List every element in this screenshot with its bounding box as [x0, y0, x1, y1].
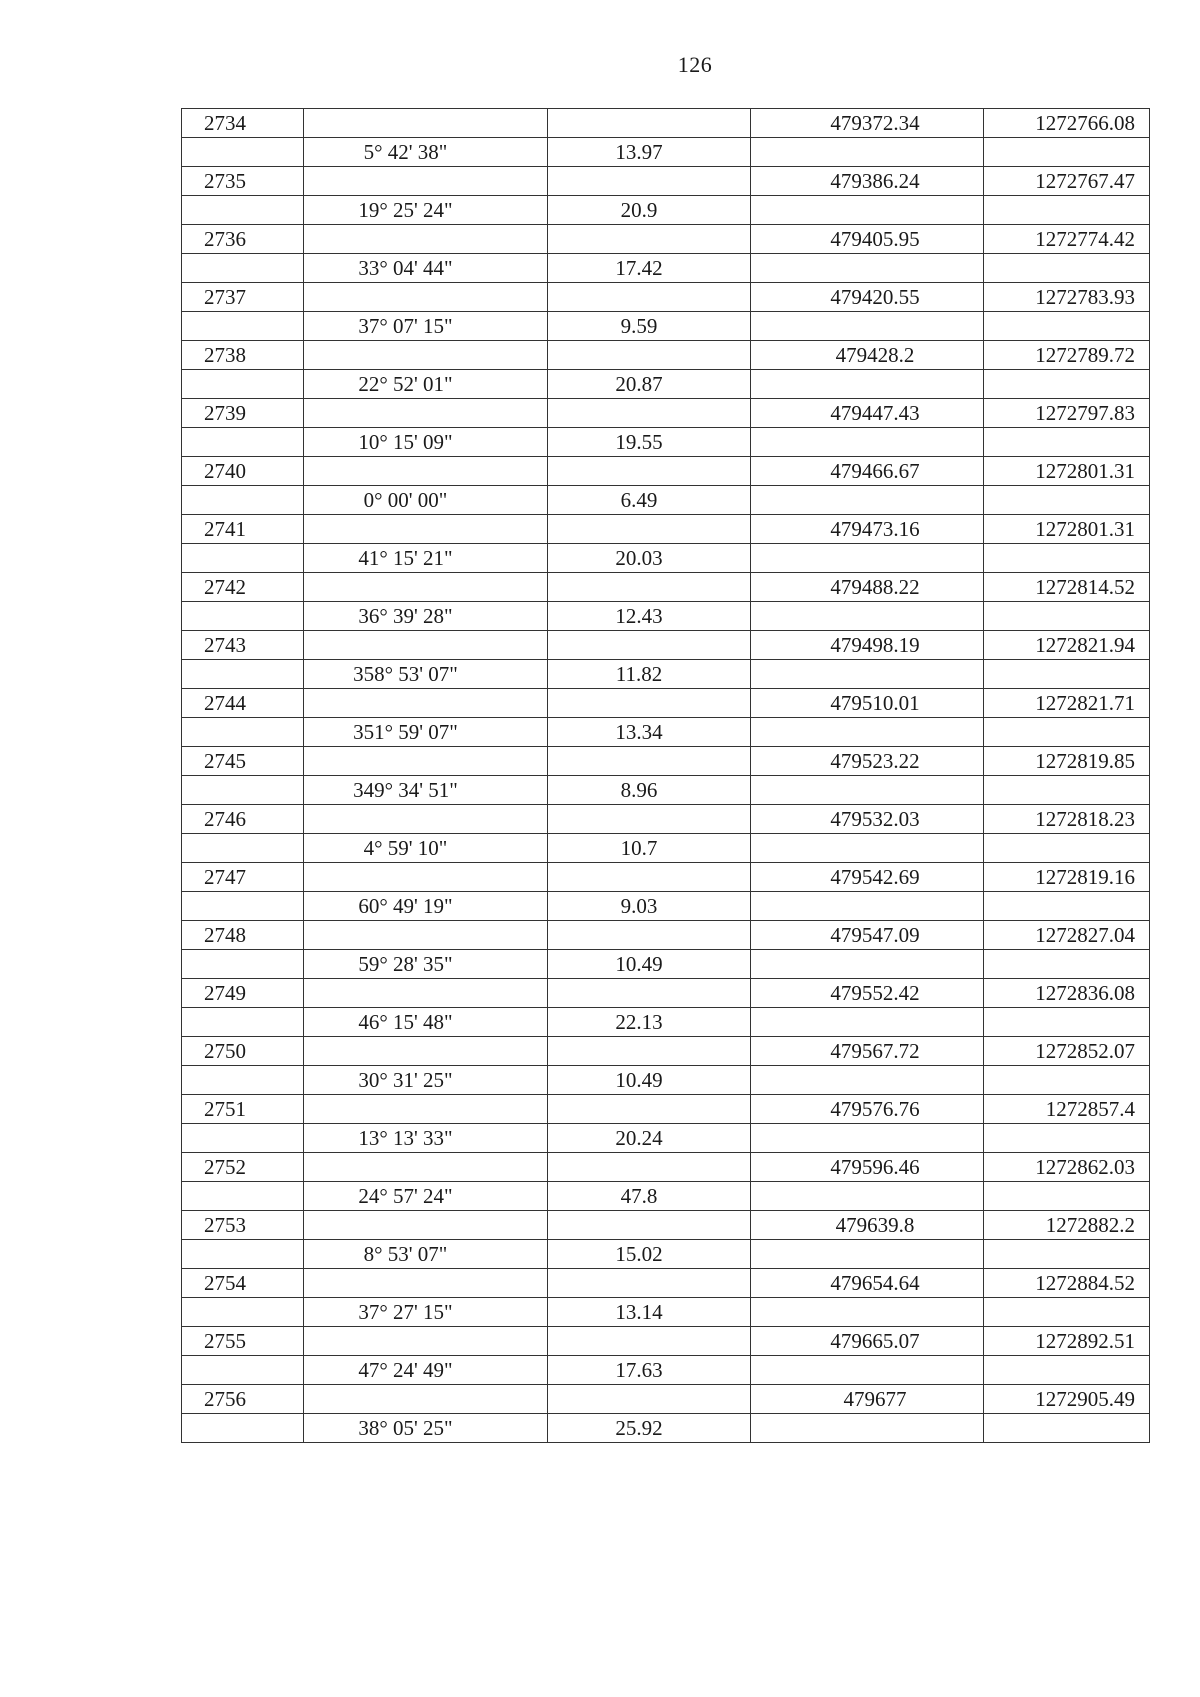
northing-cell: [751, 776, 984, 805]
station-cell: 2742: [182, 573, 304, 602]
northing-cell: [751, 1356, 984, 1385]
bearing-cell: 47° 24' 49": [304, 1356, 548, 1385]
easting-cell: 1272862.03: [984, 1153, 1150, 1182]
easting-cell: 1272905.49: [984, 1385, 1150, 1414]
easting-cell: [984, 370, 1150, 399]
northing-cell: 479567.72: [751, 1037, 984, 1066]
easting-cell: [984, 602, 1150, 631]
easting-cell: 1272819.85: [984, 747, 1150, 776]
traverse-row: [182, 196, 1150, 225]
northing-cell: 479665.07: [751, 1327, 984, 1356]
station-cell: [182, 1414, 304, 1443]
station-cell: 2751: [182, 1095, 304, 1124]
distance-cell: [548, 689, 751, 718]
traverse-row: [182, 486, 1150, 515]
northing-cell: [751, 1066, 984, 1095]
station-cell: 2747: [182, 863, 304, 892]
bearing-cell: 36° 39' 28": [304, 602, 548, 631]
distance-cell: [548, 515, 751, 544]
bearing-cell: 19° 25' 24": [304, 196, 548, 225]
distance-cell: 13.97: [548, 138, 751, 167]
easting-cell: 1272857.4: [984, 1095, 1150, 1124]
easting-cell: [984, 312, 1150, 341]
northing-cell: 479654.64: [751, 1269, 984, 1298]
station-cell: [182, 1240, 304, 1269]
traverse-row: [182, 718, 1150, 747]
easting-cell: 1272884.52: [984, 1269, 1150, 1298]
station-cell: [182, 1066, 304, 1095]
bearing-cell: [304, 515, 548, 544]
northing-cell: [751, 1298, 984, 1327]
distance-cell: 10.49: [548, 1066, 751, 1095]
easting-cell: 1272801.31: [984, 457, 1150, 486]
northing-cell: [751, 950, 984, 979]
station-cell: 2737: [182, 283, 304, 312]
northing-cell: [751, 718, 984, 747]
traverse-row: [182, 660, 1150, 689]
easting-cell: 1272797.83: [984, 399, 1150, 428]
station-cell: [182, 196, 304, 225]
traverse-row: [182, 602, 1150, 631]
traverse-row: [182, 776, 1150, 805]
distance-cell: 15.02: [548, 1240, 751, 1269]
bearing-cell: [304, 863, 548, 892]
station-cell: [182, 1124, 304, 1153]
bearing-cell: [304, 109, 548, 138]
northing-cell: [751, 138, 984, 167]
station-cell: 2750: [182, 1037, 304, 1066]
station-row: [182, 1153, 1150, 1182]
distance-cell: [548, 399, 751, 428]
northing-cell: [751, 1008, 984, 1037]
bearing-cell: 24° 57' 24": [304, 1182, 548, 1211]
station-row: [182, 1095, 1150, 1124]
easting-cell: [984, 1182, 1150, 1211]
bearing-cell: [304, 573, 548, 602]
traverse-row: [182, 1182, 1150, 1211]
distance-cell: [548, 573, 751, 602]
northing-cell: [751, 254, 984, 283]
bearing-cell: 38° 05' 25": [304, 1414, 548, 1443]
distance-cell: 19.55: [548, 428, 751, 457]
bearing-cell: 351° 59' 07": [304, 718, 548, 747]
bearing-cell: [304, 457, 548, 486]
distance-cell: [548, 225, 751, 254]
distance-cell: 6.49: [548, 486, 751, 515]
station-row: [182, 515, 1150, 544]
distance-cell: [548, 1327, 751, 1356]
distance-cell: [548, 747, 751, 776]
easting-cell: [984, 486, 1150, 515]
bearing-cell: 33° 04' 44": [304, 254, 548, 283]
distance-cell: 11.82: [548, 660, 751, 689]
distance-cell: 12.43: [548, 602, 751, 631]
northing-cell: 479498.19: [751, 631, 984, 660]
station-cell: [182, 776, 304, 805]
distance-cell: [548, 1095, 751, 1124]
easting-cell: 1272819.16: [984, 863, 1150, 892]
easting-cell: [984, 1124, 1150, 1153]
station-row: [182, 283, 1150, 312]
distance-cell: 22.13: [548, 1008, 751, 1037]
station-cell: [182, 602, 304, 631]
easting-cell: 1272836.08: [984, 979, 1150, 1008]
bearing-cell: 8° 53' 07": [304, 1240, 548, 1269]
station-cell: 2735: [182, 167, 304, 196]
easting-cell: [984, 718, 1150, 747]
station-cell: [182, 834, 304, 863]
northing-cell: [751, 1124, 984, 1153]
northing-cell: [751, 370, 984, 399]
bearing-cell: 5° 42' 38": [304, 138, 548, 167]
easting-cell: 1272814.52: [984, 573, 1150, 602]
bearing-cell: [304, 921, 548, 950]
station-cell: [182, 892, 304, 921]
northing-cell: [751, 1414, 984, 1443]
station-row: [182, 225, 1150, 254]
bearing-cell: [304, 1211, 548, 1240]
station-cell: [182, 950, 304, 979]
traverse-row: [182, 1298, 1150, 1327]
traverse-row: [182, 370, 1150, 399]
easting-cell: [984, 196, 1150, 225]
station-cell: 2744: [182, 689, 304, 718]
station-row: [182, 1327, 1150, 1356]
station-cell: [182, 428, 304, 457]
bearing-cell: [304, 341, 548, 370]
easting-cell: [984, 834, 1150, 863]
bearing-cell: [304, 979, 548, 1008]
northing-cell: 479596.46: [751, 1153, 984, 1182]
northing-cell: [751, 1240, 984, 1269]
station-cell: 2743: [182, 631, 304, 660]
easting-cell: [984, 776, 1150, 805]
page-number: 126: [677, 52, 713, 77]
traverse-row: [182, 892, 1150, 921]
distance-cell: 17.63: [548, 1356, 751, 1385]
station-cell: 2756: [182, 1385, 304, 1414]
easting-cell: [984, 660, 1150, 689]
distance-cell: 13.14: [548, 1298, 751, 1327]
station-row: [182, 689, 1150, 718]
traverse-row: [182, 1124, 1150, 1153]
station-cell: [182, 1356, 304, 1385]
station-cell: [182, 138, 304, 167]
northing-cell: 479386.24: [751, 167, 984, 196]
distance-cell: 20.24: [548, 1124, 751, 1153]
station-row: [182, 341, 1150, 370]
station-cell: 2738: [182, 341, 304, 370]
station-row: [182, 109, 1150, 138]
bearing-cell: [304, 1327, 548, 1356]
bearing-cell: 41° 15' 21": [304, 544, 548, 573]
northing-cell: [751, 312, 984, 341]
station-row: [182, 921, 1150, 950]
station-row: [182, 1269, 1150, 1298]
bearing-cell: 46° 15' 48": [304, 1008, 548, 1037]
easting-cell: 1272774.42: [984, 225, 1150, 254]
easting-cell: [984, 892, 1150, 921]
northing-cell: 479466.67: [751, 457, 984, 486]
distance-cell: 9.59: [548, 312, 751, 341]
northing-cell: 479447.43: [751, 399, 984, 428]
easting-cell: [984, 1414, 1150, 1443]
easting-cell: 1272821.71: [984, 689, 1150, 718]
distance-cell: 20.9: [548, 196, 751, 225]
easting-cell: [984, 1066, 1150, 1095]
station-row: [182, 457, 1150, 486]
distance-cell: [548, 863, 751, 892]
easting-cell: 1272821.94: [984, 631, 1150, 660]
northing-cell: 479523.22: [751, 747, 984, 776]
distance-cell: [548, 283, 751, 312]
station-row: [182, 805, 1150, 834]
station-cell: 2734: [182, 109, 304, 138]
easting-cell: 1272852.07: [984, 1037, 1150, 1066]
bearing-cell: [304, 805, 548, 834]
easting-cell: [984, 138, 1150, 167]
station-cell: [182, 1298, 304, 1327]
northing-cell: [751, 544, 984, 573]
distance-cell: 20.87: [548, 370, 751, 399]
bearing-cell: 10° 15' 09": [304, 428, 548, 457]
traverse-row: [182, 950, 1150, 979]
bearing-cell: 59° 28' 35": [304, 950, 548, 979]
station-row: [182, 1385, 1150, 1414]
bearing-cell: 4° 59' 10": [304, 834, 548, 863]
easting-cell: [984, 1356, 1150, 1385]
station-cell: 2748: [182, 921, 304, 950]
distance-cell: 20.03: [548, 544, 751, 573]
easting-cell: [984, 1008, 1150, 1037]
survey-table: [181, 108, 1150, 1443]
station-cell: 2749: [182, 979, 304, 1008]
traverse-row: [182, 1414, 1150, 1443]
distance-cell: [548, 805, 751, 834]
station-cell: [182, 660, 304, 689]
distance-cell: [548, 921, 751, 950]
distance-cell: 25.92: [548, 1414, 751, 1443]
northing-cell: 479372.34: [751, 109, 984, 138]
station-cell: [182, 544, 304, 573]
station-cell: [182, 312, 304, 341]
station-cell: 2741: [182, 515, 304, 544]
station-row: [182, 863, 1150, 892]
distance-cell: [548, 1211, 751, 1240]
station-cell: [182, 1182, 304, 1211]
distance-cell: [548, 631, 751, 660]
northing-cell: 479428.2: [751, 341, 984, 370]
easting-cell: [984, 254, 1150, 283]
survey-table-body: [182, 109, 1150, 1443]
northing-cell: 479405.95: [751, 225, 984, 254]
distance-cell: [548, 1269, 751, 1298]
bearing-cell: [304, 631, 548, 660]
distance-cell: [548, 167, 751, 196]
station-row: [182, 631, 1150, 660]
station-cell: 2753: [182, 1211, 304, 1240]
northing-cell: 479552.42: [751, 979, 984, 1008]
station-cell: 2736: [182, 225, 304, 254]
station-row: [182, 1211, 1150, 1240]
bearing-cell: [304, 1385, 548, 1414]
northing-cell: [751, 892, 984, 921]
bearing-cell: [304, 1037, 548, 1066]
distance-cell: [548, 1385, 751, 1414]
bearing-cell: [304, 1153, 548, 1182]
bearing-cell: 37° 27' 15": [304, 1298, 548, 1327]
bearing-cell: 349° 34' 51": [304, 776, 548, 805]
station-cell: 2740: [182, 457, 304, 486]
traverse-row: [182, 834, 1150, 863]
station-cell: 2739: [182, 399, 304, 428]
bearing-cell: [304, 1269, 548, 1298]
bearing-cell: [304, 1095, 548, 1124]
northing-cell: [751, 196, 984, 225]
easting-cell: 1272882.2: [984, 1211, 1150, 1240]
northing-cell: 479420.55: [751, 283, 984, 312]
northing-cell: 479473.16: [751, 515, 984, 544]
traverse-row: [182, 1240, 1150, 1269]
station-cell: [182, 486, 304, 515]
easting-cell: 1272783.93: [984, 283, 1150, 312]
northing-cell: 479547.09: [751, 921, 984, 950]
northing-cell: 479677: [751, 1385, 984, 1414]
traverse-row: [182, 312, 1150, 341]
distance-cell: [548, 457, 751, 486]
bearing-cell: [304, 399, 548, 428]
easting-cell: 1272801.31: [984, 515, 1150, 544]
station-row: [182, 167, 1150, 196]
distance-cell: 47.8: [548, 1182, 751, 1211]
station-cell: 2755: [182, 1327, 304, 1356]
easting-cell: [984, 1298, 1150, 1327]
traverse-row: [182, 138, 1150, 167]
easting-cell: [984, 950, 1150, 979]
bearing-cell: 0° 00' 00": [304, 486, 548, 515]
traverse-row: [182, 1356, 1150, 1385]
easting-cell: [984, 428, 1150, 457]
distance-cell: 13.34: [548, 718, 751, 747]
distance-cell: [548, 979, 751, 1008]
traverse-row: [182, 254, 1150, 283]
bearing-cell: 22° 52' 01": [304, 370, 548, 399]
northing-cell: [751, 486, 984, 515]
distance-cell: 10.49: [548, 950, 751, 979]
bearing-cell: [304, 689, 548, 718]
distance-cell: [548, 1153, 751, 1182]
northing-cell: [751, 602, 984, 631]
bearing-cell: 358° 53' 07": [304, 660, 548, 689]
bearing-cell: [304, 747, 548, 776]
station-cell: 2752: [182, 1153, 304, 1182]
distance-cell: 10.7: [548, 834, 751, 863]
northing-cell: 479532.03: [751, 805, 984, 834]
station-cell: [182, 254, 304, 283]
bearing-cell: [304, 167, 548, 196]
easting-cell: 1272789.72: [984, 341, 1150, 370]
distance-cell: [548, 1037, 751, 1066]
northing-cell: [751, 1182, 984, 1211]
traverse-row: [182, 1066, 1150, 1095]
distance-cell: [548, 109, 751, 138]
northing-cell: 479510.01: [751, 689, 984, 718]
station-cell: 2754: [182, 1269, 304, 1298]
easting-cell: 1272766.08: [984, 109, 1150, 138]
northing-cell: [751, 660, 984, 689]
traverse-row: [182, 1008, 1150, 1037]
bearing-cell: [304, 225, 548, 254]
traverse-row: [182, 428, 1150, 457]
bearing-cell: [304, 283, 548, 312]
easting-cell: 1272767.47: [984, 167, 1150, 196]
station-row: [182, 979, 1150, 1008]
distance-cell: 8.96: [548, 776, 751, 805]
bearing-cell: 30° 31' 25": [304, 1066, 548, 1095]
bearing-cell: 37° 07' 15": [304, 312, 548, 341]
distance-cell: 9.03: [548, 892, 751, 921]
easting-cell: 1272892.51: [984, 1327, 1150, 1356]
bearing-cell: 60° 49' 19": [304, 892, 548, 921]
easting-cell: [984, 1240, 1150, 1269]
northing-cell: 479576.76: [751, 1095, 984, 1124]
traverse-row: [182, 544, 1150, 573]
distance-cell: [548, 341, 751, 370]
station-cell: 2745: [182, 747, 304, 776]
easting-cell: 1272827.04: [984, 921, 1150, 950]
distance-cell: 17.42: [548, 254, 751, 283]
station-cell: [182, 1008, 304, 1037]
station-cell: [182, 370, 304, 399]
northing-cell: [751, 834, 984, 863]
northing-cell: 479488.22: [751, 573, 984, 602]
station-cell: [182, 718, 304, 747]
northing-cell: 479542.69: [751, 863, 984, 892]
station-cell: 2746: [182, 805, 304, 834]
station-row: [182, 1037, 1150, 1066]
northing-cell: [751, 428, 984, 457]
station-row: [182, 747, 1150, 776]
northing-cell: 479639.8: [751, 1211, 984, 1240]
station-row: [182, 573, 1150, 602]
station-row: [182, 399, 1150, 428]
easting-cell: [984, 544, 1150, 573]
bearing-cell: 13° 13' 33": [304, 1124, 548, 1153]
easting-cell: 1272818.23: [984, 805, 1150, 834]
